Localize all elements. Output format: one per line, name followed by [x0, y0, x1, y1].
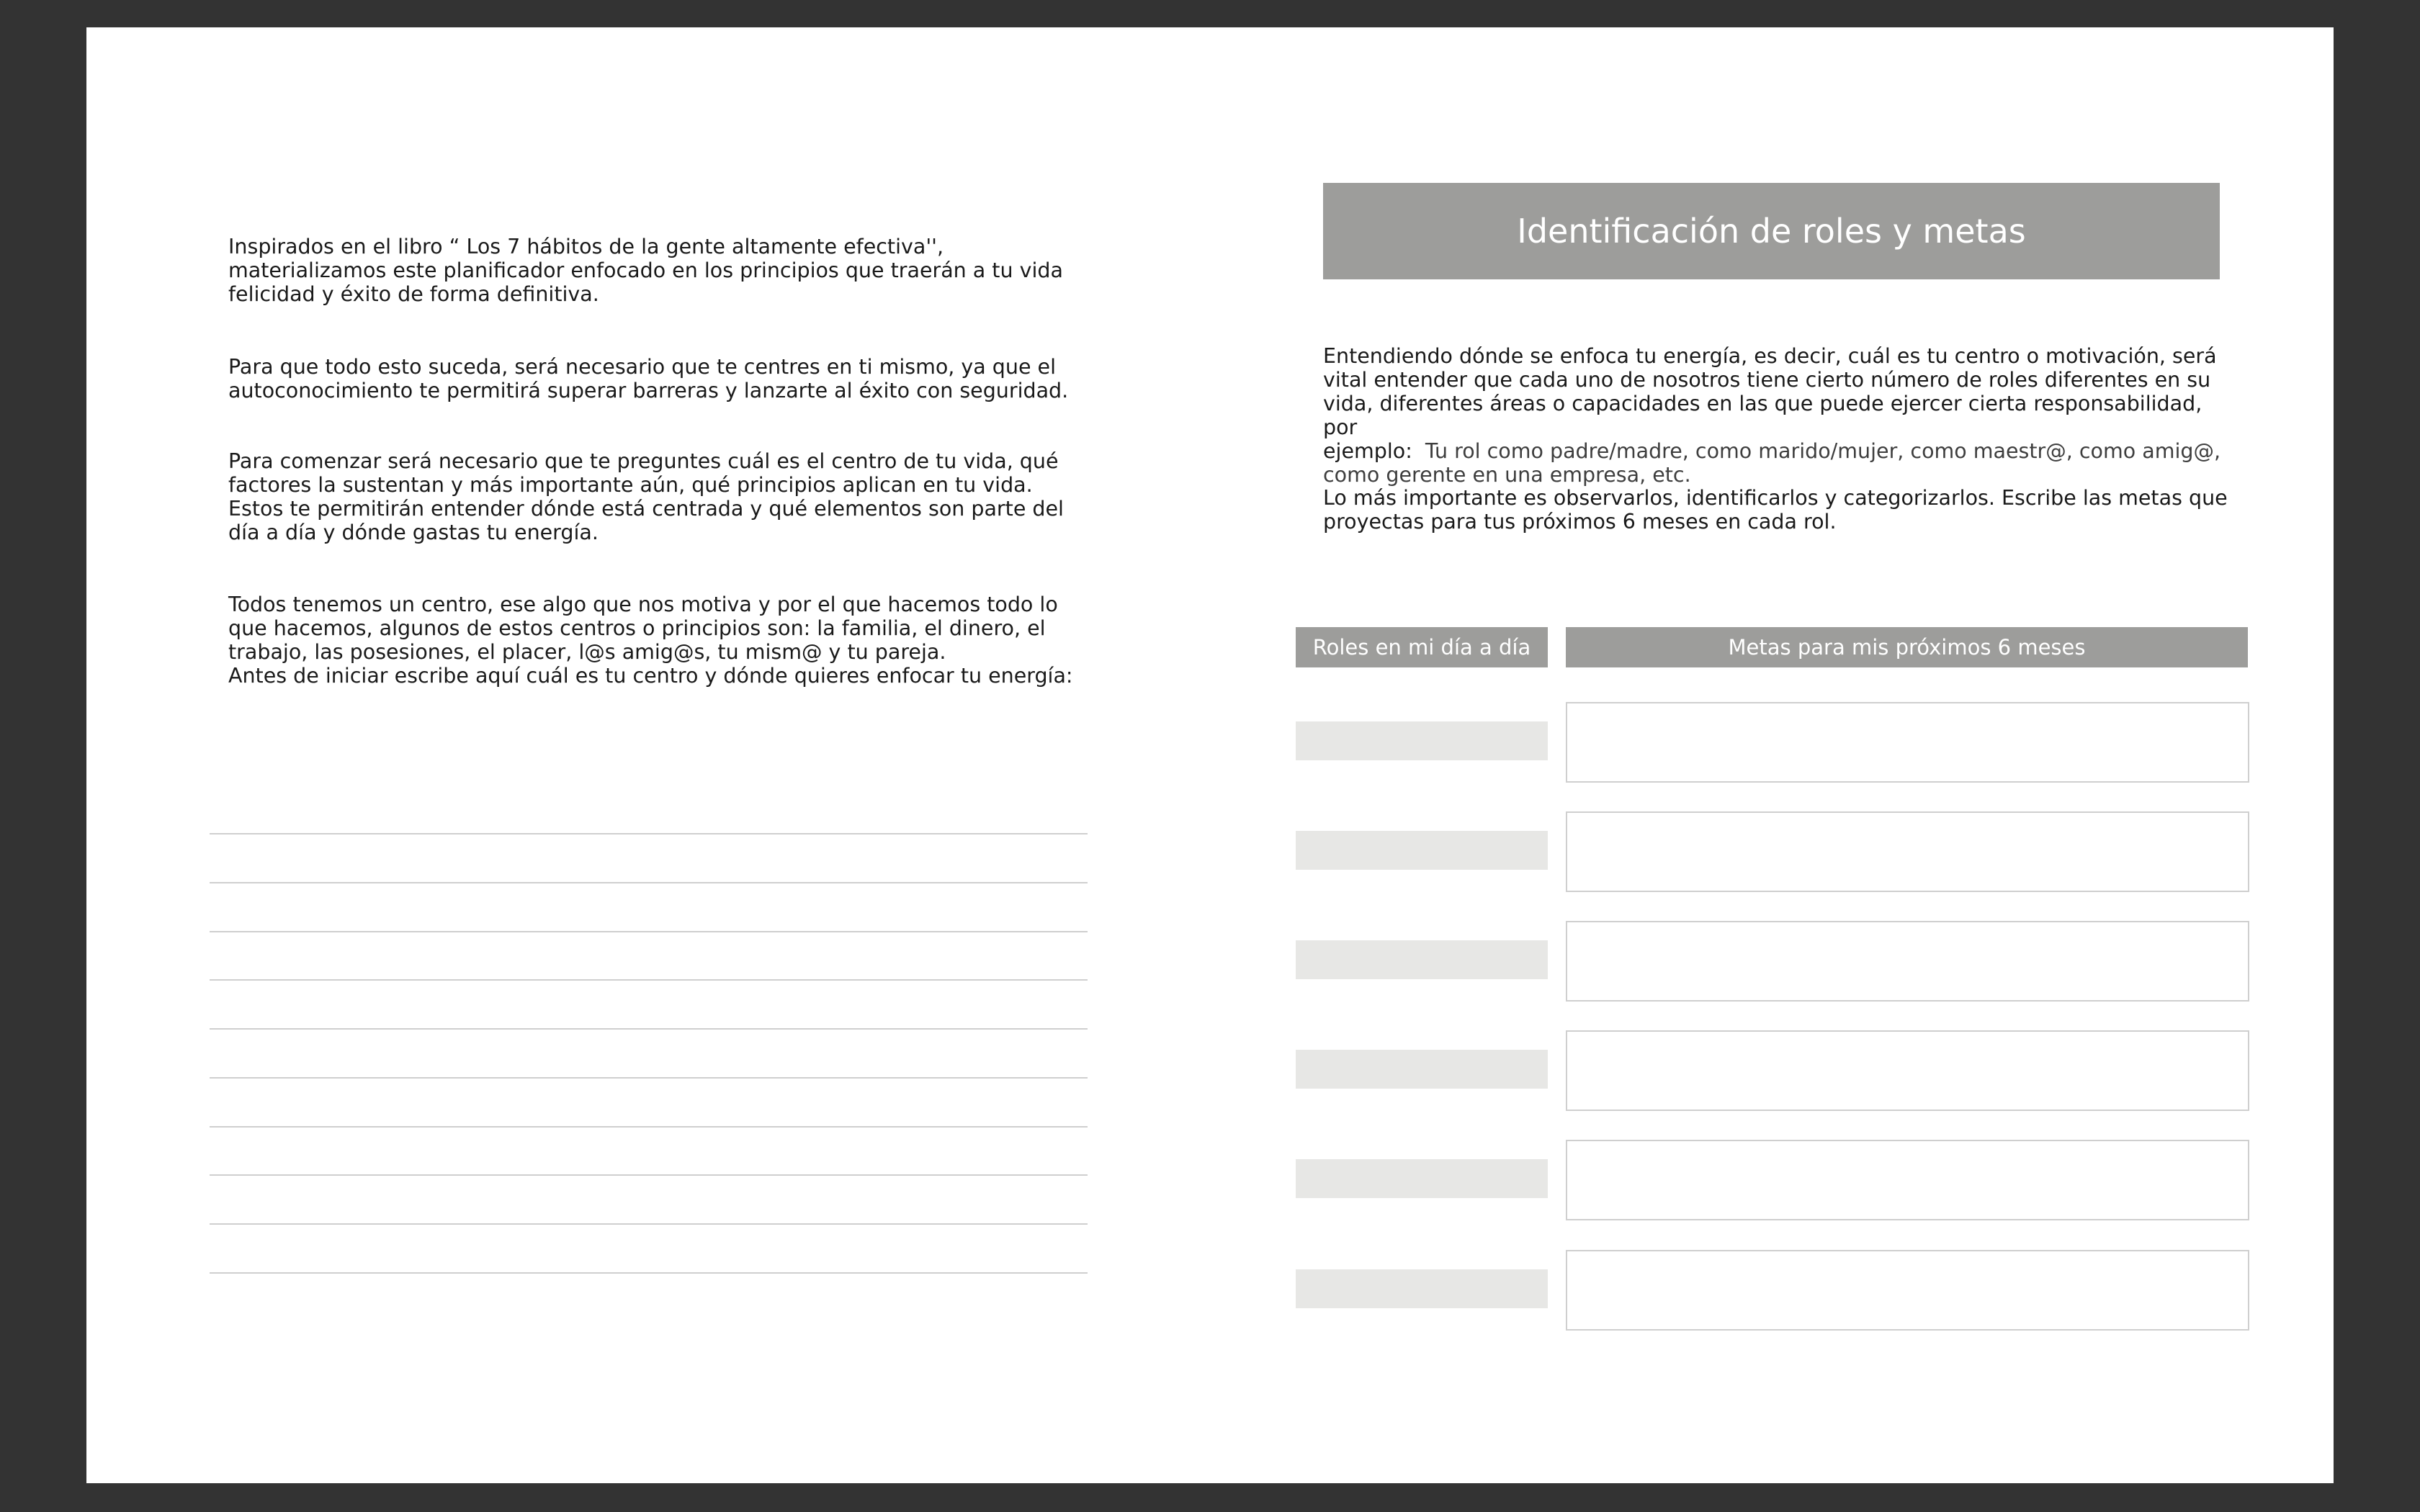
text-line: trabajo, las posesiones, el placer, l@s amig@s, tu mism@ y tu pareja. — [228, 640, 946, 664]
instruction-paragraph — [1323, 486, 2241, 534]
writing-line[interactable] — [210, 1223, 1088, 1225]
text-line: factores la sustentan y más importante aún, qué principios aplican en tu vida. — [228, 473, 1033, 497]
intro-paragraph-1 — [228, 235, 1165, 306]
goals-column-header: Metas para mis próximos 6 meses — [1566, 627, 2248, 667]
writing-line[interactable] — [210, 1272, 1088, 1274]
role-input-6[interactable] — [1296, 1269, 1548, 1308]
text-line: Para que todo esto suceda, será necesario que te centres en ti mismo, ya que el — [228, 355, 1057, 379]
text-line: proyectas para tus próximos 6 meses en cada rol. — [1323, 510, 1837, 534]
intro-paragraph-2 — [228, 355, 1165, 402]
writing-line[interactable] — [210, 979, 1088, 981]
text-line: Lo más importante es observarlos, identificarlos y categorizarlos. Escribe las metas que — [1323, 486, 2228, 510]
role-input-3[interactable] — [1296, 940, 1548, 979]
writing-line[interactable] — [210, 833, 1088, 834]
planner-spread — [86, 27, 2334, 1483]
example-line — [1323, 439, 2241, 463]
writing-line[interactable] — [210, 1174, 1088, 1176]
writing-line[interactable] — [210, 1077, 1088, 1079]
example-prefix: ejemplo: — [1323, 439, 1425, 463]
intro-paragraph-4 — [228, 593, 1165, 688]
text-line: vital entender que cada uno de nosotros tiene cierto número de roles diferentes en su — [1323, 368, 2211, 392]
text-line: Para comenzar será necesario que te preguntes cuál es el centro de tu vida, qué — [228, 449, 1059, 473]
goal-input-6[interactable] — [1566, 1250, 2249, 1331]
writing-line[interactable] — [210, 882, 1088, 883]
example-text: Tu rol como padre/madre, como marido/mujer, como maestr@, como amig@, — [1425, 439, 2221, 463]
roles-intro-paragraph — [1323, 344, 2241, 487]
writing-line[interactable] — [210, 1126, 1088, 1128]
writing-line[interactable] — [210, 1028, 1088, 1030]
example-text: como gerente en una empresa, etc. — [1323, 463, 1691, 487]
goal-input-5[interactable] — [1566, 1140, 2249, 1220]
section-title: Identificación de roles y metas — [1323, 183, 2220, 279]
goal-input-2[interactable] — [1566, 811, 2249, 892]
goal-input-3[interactable] — [1566, 921, 2249, 1002]
text-line: Antes de iniciar escribe aquí cuál es tu centro y dónde quieres enfocar tu energía: — [228, 664, 1073, 688]
text-line: que hacemos, algunos de estos centros o principios son: la familia, el dinero, el — [228, 616, 1046, 640]
role-input-1[interactable] — [1296, 721, 1548, 760]
roles-column-header: Roles en mi día a día — [1296, 627, 1548, 667]
text-line: materializamos este planificador enfocado en los principios que traerán a tu vida — [228, 258, 1063, 282]
writing-line[interactable] — [210, 931, 1088, 932]
text-line: autoconocimiento te permitirá superar barreras y lanzarte al éxito con seguridad. — [228, 379, 1069, 402]
role-input-2[interactable] — [1296, 831, 1548, 870]
text-line: vida, diferentes áreas o capacidades en las que puede ejercer cierta responsabilidad, por — [1323, 392, 2202, 439]
text-line: felicidad y éxito de forma definitiva. — [228, 282, 599, 306]
text-line: Entendiendo dónde se enfoca tu energía, es decir, cuál es tu centro o motivación, será — [1323, 344, 2217, 368]
text-line: día a día y dónde gastas tu energía. — [228, 521, 599, 544]
goal-input-4[interactable] — [1566, 1030, 2249, 1111]
role-input-5[interactable] — [1296, 1159, 1548, 1198]
role-input-4[interactable] — [1296, 1050, 1548, 1089]
goal-input-1[interactable] — [1566, 702, 2249, 783]
text-line: Inspirados en el libro “ Los 7 hábitos de la gente altamente efectiva'', — [228, 235, 944, 258]
text-line: Todos tenemos un centro, ese algo que nos motiva y por el que hacemos todo lo — [228, 593, 1058, 616]
text-line: Estos te permitirán entender dónde está centrada y qué elementos son parte del — [228, 497, 1064, 521]
intro-paragraph-3 — [228, 449, 1165, 544]
